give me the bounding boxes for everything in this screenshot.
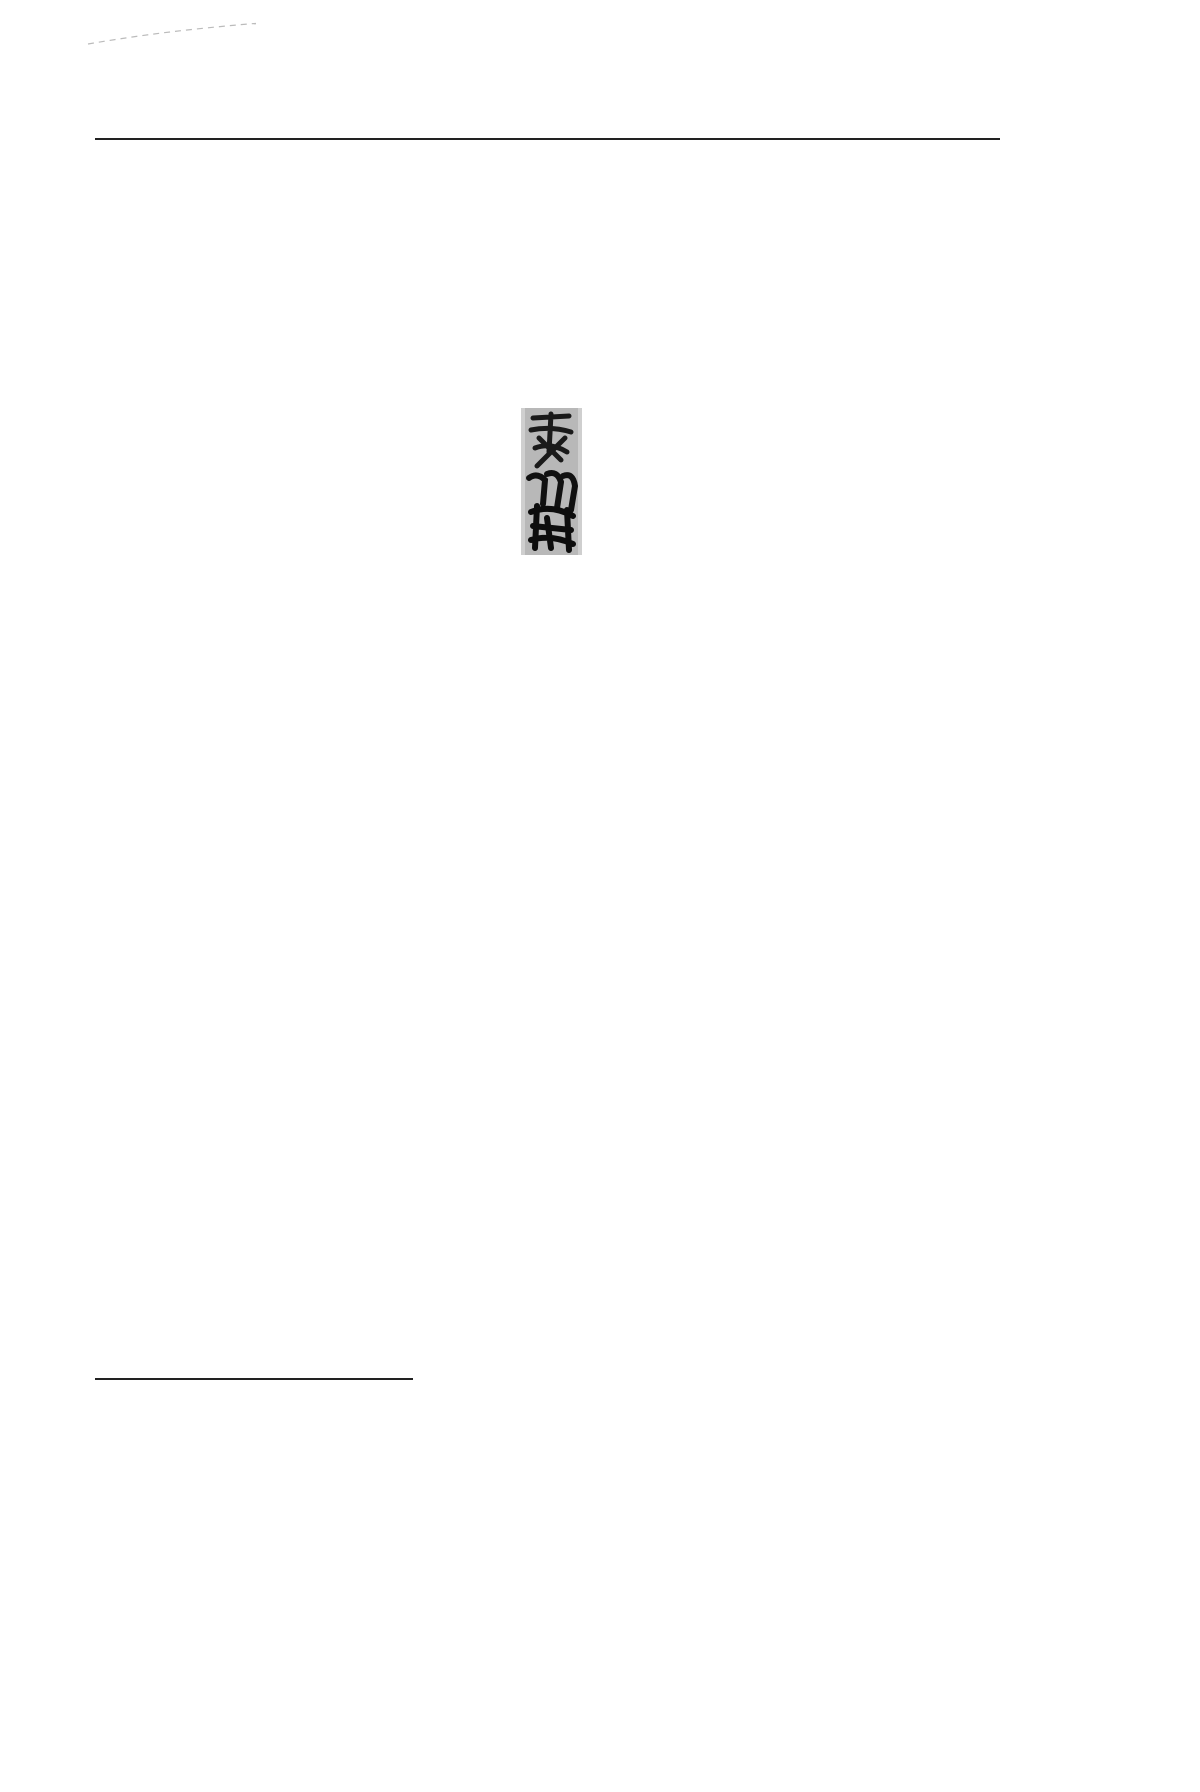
scan-artifact	[86, 20, 256, 50]
bamboo-slip-character-image	[521, 408, 582, 555]
running-header	[95, 92, 1000, 140]
footnote-separator	[95, 1378, 413, 1380]
